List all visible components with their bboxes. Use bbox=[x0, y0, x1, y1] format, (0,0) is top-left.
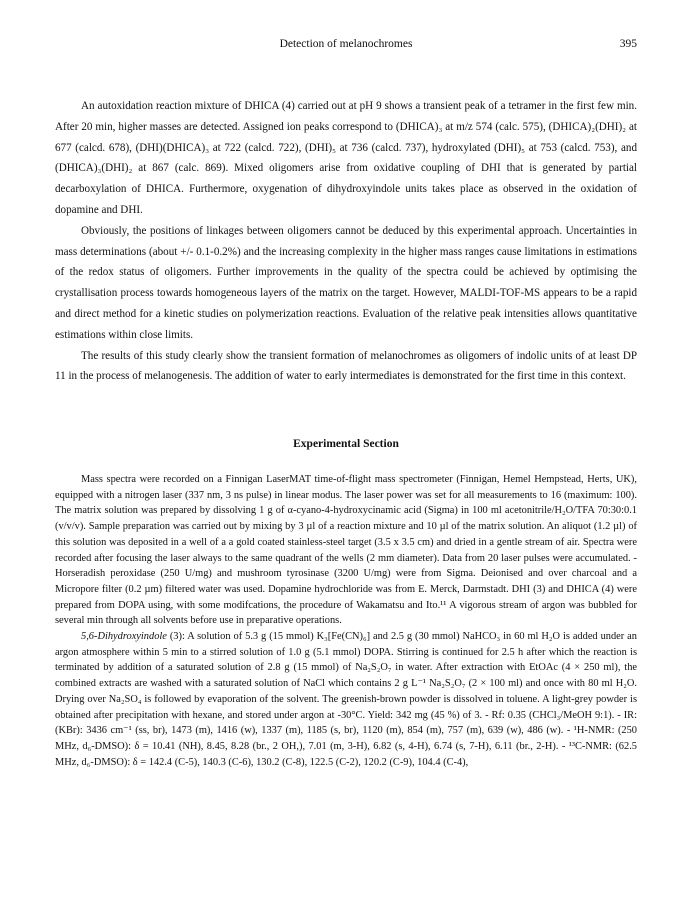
running-title: Detection of melanochromes bbox=[279, 38, 413, 50]
paragraph-dhica-autoxidation: An autoxidation reaction mixture of DHICA (4) carried out at pH 9 shows a transient peak of a tetramer in the first few min. After 20 min, higher masses are detected. Assigned ion peaks correspond to (DHICA)₃ at m/z 574 (calc. 575), (DHICA)₂(DHI)₂ at 677 (calcd. 678), (DHI)(DHICA)₃ at 722 (calcd. 722), (DHI)₅ at 736 (calcd. 737), hydroxylated (DHI)₅ at 753 (calcd. 753), and (DHICA)₃(DHI)₂ at 867 (calc. 869). Mixed oligomers arise from oxidative coupling of DHI that is generated by partial decarboxylation of DHICA. Furthermore, oxygenation of dihydroxyindole units takes place as observed in the oxidation of dopamine and DHI. bbox=[55, 100, 637, 216]
paragraph-limitations: Obviously, the positions of linkages between oligomers cannot be deduced by this experimental approach. Uncertainties in mass determinations (about +/- 0.1-0.2%) and the increasing complexity in the higher mass ranges cause limitations in estimations of the redox status of oligomers. Further improvements in the quality of the spectra could be achieved by optimising the crystallisation process towards homogeneous layers of the matrix on the target. However, MALDI-TOF-MS appears to be a rapid and direct method for a kinetic studies on polymerization reactions. Evaluation of the relative peak intensities allows quantitative estimations within close limits. bbox=[55, 224, 637, 341]
experimental-section bbox=[55, 472, 637, 770]
synthesis-text: (3): A solution of 5.3 g (15 mmol) K₃[Fe(CN)₆] and 2.5 g (30 mmol) NaHCO₃ in 60 ml H₂O is added under an argon atmosphere within 5 min to a stirred solution of 1.0 g (5.1 mmol) DOPA. Stirring is continued for 2.5 h after which the reaction is terminated by addition of a saturated solution of 2.8 g (15 mmol) of Na₂S₂O₇ in water. After extraction with EtOAc (4 × 250 ml), the combined extracts are washed with a saturated solution of NaCl which contains 2 g L⁻¹ Na₂S₂O₇ (2 × 100 ml) and once with 80 ml H₂O. Drying over Na₂SO₄ is followed by evaporation of the solvent. The greenish-brown powder is dissolved in toluene. A light-grey powder is obtained after precipitation with hexane, and stored under argon at -30°C. Yield: 342 mg (45 %) of 3. - Rf: 0.35 (CHCl₃/MeOH 9:1). - IR: (KBr): 3436 cm⁻¹ (ss, br), 1473 (m), 1416 (w), 1337 (m), 1185 (s, br), 1120 (m), 854 (m), 757 (m), 639 (w), 486 (w). - ¹H-NMR: (250 MHz, d₆-DMSO): δ = 10.41 (NH), 8.45, 8.28 (br., 2 OH,), 7.01 (m, 3-H), 6.82 (s, 4-H), 6.74 (s, 7-H), 6.11 (br., 2-H). - ¹³C-NMR: (62.5 MHz, d₆-DMSO): δ = 142.4 (C-5), 140.3 (C-6), 130.2 (C-8), 122.5 (C-2), 120.2 (C-9), 104.4 (C-4), bbox=[55, 631, 637, 768]
paragraph-conclusion: The results of this study clearly show the transient formation of melanochromes as oligomers of indolic units of at least DP 11 in the process of melanogenesis. The addition of water to early intermediates is demonstrated for the first time in this context. bbox=[55, 349, 637, 383]
page-number: 395 bbox=[619, 38, 637, 50]
paragraph-dhi-synthesis bbox=[55, 629, 637, 770]
compound-name: 5,6-Dihydroxyindole bbox=[81, 631, 167, 643]
section-heading: Experimental Section bbox=[293, 438, 399, 450]
paragraph-methods: Mass spectra were recorded on a Finnigan LaserMAT time-of-flight mass spectrometer (Finnigan, Hemel Hempstead, Herts, UK), equipped with a nitrogen laser (337 nm, 3 ns pulse) in linear modus. The laser power was set for all measurements to 16 (maximum: 100). The matrix solution was prepared by dissolving 1 g of α-cyano-4-hydroxycinamic acid (Sigma) in 100 ml acetonitrile/H₂O/TFA 70:30:0.1 (v/v/v). Sample preparation was carried out by mixing by 3 µl of a reaction mixture and 10 µl of the matrix solution. An aliquot (1.2 µl) of this solution was deposited in a well of a a gold coated stainless-steel target (3.5 x 3.5 cm) and dried in a gentle stream of air. Spectra were recorded after focusing the laser always to the same quadrant of the wells (2 mm diameter). Data from 20 laser pulses were accumulated. - Horseradish peroxidase (250 U/mg) and mushroom tyrosinase (3200 U/mg) were from Sigma. Deionised and over charcoal and a Micropore filter (0.2 µm) filtered water was used. Dopamine hydrochloride was from E. Merck, Darmstadt. DHI (3) and DHICA (4) were prepared from DOPA using, with some modifcations, the procedure of Wakamatsu and Ito.¹¹ A vigorous stream of argon was bubbled for several min through all solvents before use in preparative operations. bbox=[55, 474, 637, 627]
results-section bbox=[55, 96, 637, 387]
running-header bbox=[0, 38, 692, 52]
